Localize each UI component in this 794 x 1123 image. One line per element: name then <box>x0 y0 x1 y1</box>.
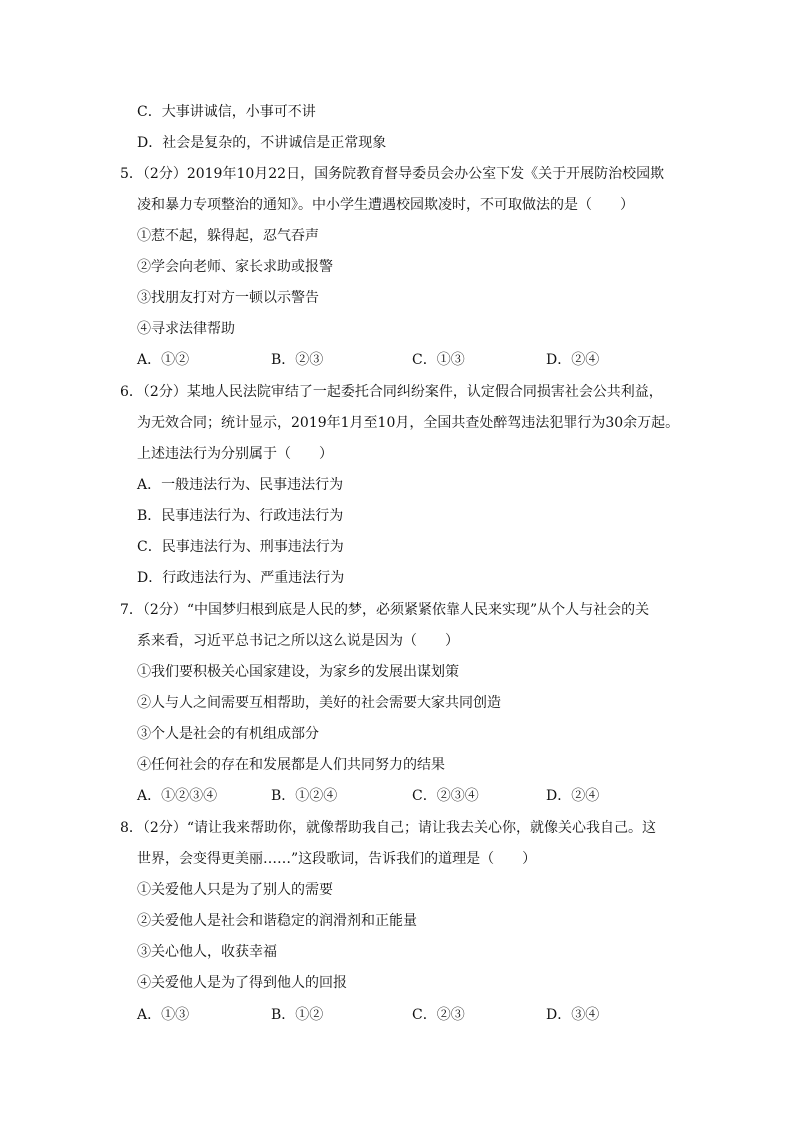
q7-choice-b: B．①②④ <box>271 788 338 804</box>
q7-choice-a: A．①②③④ <box>137 788 218 804</box>
q7-stem-line2: 系来看，习近平总书记之所以这么说是因为（ ） <box>137 633 459 649</box>
q5-choice-b: B．②③ <box>271 352 324 368</box>
q7-choice-c: C．②③④ <box>412 788 479 804</box>
q8-choice-a: A．①③ <box>137 1007 190 1023</box>
q8-choice-d: D．③④ <box>546 1007 600 1023</box>
q8-stem-line1: 8．（2分）“请让我来帮助你，就像帮助我自己；请让我去关心你，就像关心我自己。这 <box>120 820 656 836</box>
q7-choice-d: D．②④ <box>546 788 600 804</box>
q4-option-c: C．大事讲诚信，小事可不讲 <box>137 104 316 120</box>
q6-option-c: C．民事违法行为、刑事违法行为 <box>137 539 344 555</box>
q6-stem-line1: 6．（2分）某地人民法院审结了一起委托合同纠纷案件，认定假合同损害社会公共利益， <box>120 384 663 400</box>
q7-stem-line1: 7．（2分）“中国梦归根到底是人民的梦，必须紧紧依靠人民来实现”从个人与社会的关 <box>120 602 650 618</box>
q5-choice-d: D．②④ <box>546 352 600 368</box>
q8-choice-b: B．①② <box>271 1007 324 1023</box>
q7-item-1: ①我们要积极关心国家建设，为家乡的发展出谋划策 <box>137 664 459 680</box>
q5-item-2: ②学会向老师、家长求助或报警 <box>137 259 333 275</box>
q8-item-2: ②关爱他人是社会和谐稳定的润滑剂和正能量 <box>137 913 417 929</box>
q8-item-3: ③关心他人，收获幸福 <box>137 944 277 960</box>
q8-choice-c: C．②③ <box>412 1007 465 1023</box>
q5-item-3: ③找朋友打对方一顿以示警告 <box>137 290 319 306</box>
q8-item-4: ④关爱他人是为了得到他人的回报 <box>137 975 347 991</box>
q5-choice-a: A．①② <box>137 352 190 368</box>
q7-item-4: ④任何社会的存在和发展都是人们共同努力的结果 <box>137 757 445 773</box>
q5-stem-line2: 凌和暴力专项整治的通知》。中小学生遭遇校园欺凌时，不可取做法的是（ ） <box>137 197 634 213</box>
q6-stem-line3: 上述违法行为分别属于（ ） <box>137 446 333 462</box>
q5-item-1: ①惹不起，躲得起，忍气吞声 <box>137 228 319 244</box>
q6-stem-line2: 为无效合同；统计显示，2019年1月至10月，全国共查处醉驾违法犯罪行为30余万起。 <box>137 415 680 431</box>
q5-choice-c: C．①③ <box>412 352 465 368</box>
q6-option-d: D．行政违法行为、严重违法行为 <box>137 570 345 586</box>
q4-option-d: D．社会是复杂的，不讲诚信是正常现象 <box>137 135 387 151</box>
q8-stem-line2: 世界，会变得更美丽……”这段歌词，告诉我们的道理是（ ） <box>137 851 537 867</box>
q6-option-a: A．一般违法行为、民事违法行为 <box>137 477 344 493</box>
q5-stem-line1: 5．（2分）2019年10月22日，国务院教育督导委员会办公室下发《关于开展防治校园欺 <box>120 166 665 182</box>
q7-item-2: ②人与人之间需要互相帮助，美好的社会需要大家共同创造 <box>137 695 501 711</box>
q6-option-b: B．民事违法行为、行政违法行为 <box>137 508 344 524</box>
q5-item-4: ④寻求法律帮助 <box>137 321 235 337</box>
q7-item-3: ③个人是社会的有机组成部分 <box>137 726 319 742</box>
q8-item-1: ①关爱他人只是为了别人的需要 <box>137 882 333 898</box>
